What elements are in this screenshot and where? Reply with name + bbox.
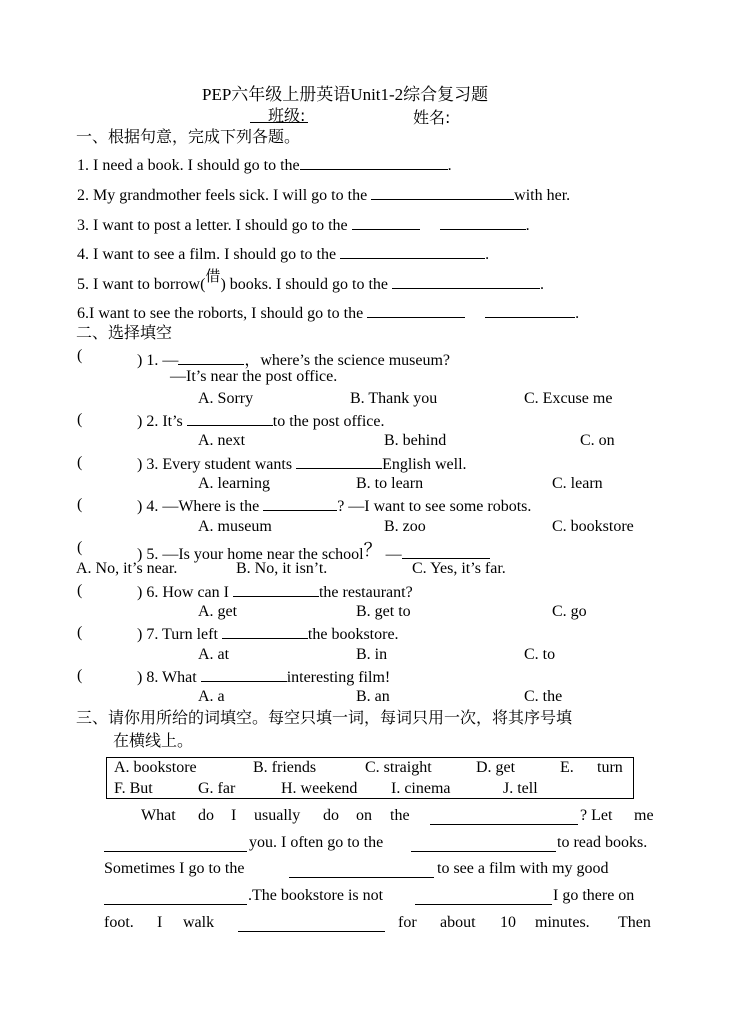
word-bank-item: G. far bbox=[198, 780, 236, 797]
q5-paren-open: ( bbox=[77, 539, 83, 556]
q8-option-b[interactable]: B. an bbox=[356, 688, 390, 705]
q4-num: 4. —Where is the bbox=[146, 498, 260, 515]
q2-option-a[interactable]: A. next bbox=[198, 432, 246, 449]
passage-word: Then bbox=[618, 914, 651, 931]
q8-num: 8. What bbox=[146, 669, 197, 686]
s1-item-5-text-2: ) books. I should go to the bbox=[220, 276, 388, 293]
q8-option-c[interactable]: C. the bbox=[524, 688, 563, 705]
q3-paren-close: ) bbox=[137, 456, 143, 473]
s1-item-6-blank-1[interactable] bbox=[367, 303, 465, 318]
q7-stem bbox=[137, 624, 399, 644]
q1-text: ，where’s the science museum? bbox=[244, 352, 451, 369]
word-bank-item: H. weekend bbox=[281, 780, 358, 797]
q5-paren-close: ) bbox=[137, 546, 143, 563]
word-bank-item: B. friends bbox=[253, 759, 317, 776]
s1-item-3 bbox=[77, 215, 530, 235]
s1-item-5-text: 5. I want to borrow( bbox=[77, 276, 206, 293]
passage-word: minutes. bbox=[535, 914, 590, 931]
q6-stem bbox=[137, 582, 413, 602]
passage-word: foot. bbox=[104, 914, 134, 931]
q1-option-c[interactable]: C. Excuse me bbox=[524, 390, 613, 407]
q7-answer-slot[interactable] bbox=[80, 624, 136, 642]
q3-answer-slot[interactable] bbox=[80, 454, 136, 472]
q8-blank[interactable] bbox=[201, 667, 287, 682]
passage-text: you. I often go to the bbox=[249, 834, 384, 851]
q1-blank[interactable] bbox=[178, 350, 244, 365]
q2-paren-close: ) bbox=[137, 413, 143, 430]
q2-stem bbox=[137, 411, 384, 431]
section3-heading-cont: 在横线上。 bbox=[113, 731, 194, 750]
q6-answer-slot[interactable] bbox=[80, 582, 136, 600]
q4-option-b[interactable]: B. zoo bbox=[384, 518, 426, 535]
s1-item-4-end: . bbox=[485, 246, 490, 263]
q4-answer-slot[interactable] bbox=[80, 496, 136, 514]
passage-word: usually bbox=[254, 807, 301, 824]
q3-num: 3. Every student wants bbox=[146, 456, 293, 473]
q6-option-c[interactable]: C. go bbox=[552, 603, 587, 620]
passage-blank-5[interactable] bbox=[104, 904, 247, 905]
s1-item-3-end: . bbox=[525, 217, 530, 234]
q6-paren-close: ) bbox=[137, 584, 143, 601]
q4-blank[interactable] bbox=[263, 496, 337, 511]
word-bank-item: E. bbox=[560, 759, 574, 776]
passage-word: on bbox=[356, 807, 372, 824]
passage-blank-6[interactable] bbox=[415, 904, 552, 905]
word-bank-item: C. straight bbox=[365, 759, 432, 776]
q3-text: English well. bbox=[382, 456, 467, 473]
passage-text: to see a film with my good bbox=[437, 860, 609, 877]
s1-item-1-blank[interactable] bbox=[300, 155, 448, 170]
q7-paren-close: ) bbox=[137, 626, 143, 643]
q6-paren-open: ( bbox=[77, 582, 83, 599]
q5-question-mark: ？ bbox=[363, 540, 382, 560]
q5-option-c[interactable]: C. Yes, it’s far. bbox=[412, 560, 506, 577]
word-bank-item: A. bookstore bbox=[114, 759, 197, 776]
q2-paren-open: ( bbox=[77, 411, 83, 428]
word-bank bbox=[106, 757, 634, 799]
s1-item-3-text: 3. I want to post a letter. I should go to the bbox=[77, 217, 348, 234]
s1-item-6-text: 6.I want to see the roborts, I should go to the bbox=[77, 305, 364, 322]
q8-paren-open: ( bbox=[77, 667, 83, 684]
class-blank[interactable] bbox=[250, 122, 308, 123]
s1-item-4-text: 4. I want to see a film. I should go to the bbox=[77, 246, 337, 263]
q7-paren-open: ( bbox=[77, 624, 83, 641]
q1-stem bbox=[137, 347, 450, 370]
q7-option-c[interactable]: C. to bbox=[524, 646, 556, 663]
section2-heading: 二、选择填空 bbox=[76, 323, 173, 342]
q8-answer-slot[interactable] bbox=[80, 667, 136, 685]
s1-item-6-blank-2[interactable] bbox=[485, 303, 575, 318]
q3-option-a[interactable]: A. learning bbox=[198, 475, 270, 492]
q4-paren-open: ( bbox=[77, 496, 83, 513]
s1-item-2-text: 2. My grandmother feels sick. I will go to the bbox=[77, 187, 368, 204]
s1-item-3-blank-1[interactable] bbox=[352, 215, 420, 230]
s1-item-5-end: . bbox=[539, 276, 544, 293]
page-title: PEP六年级上册英语Unit1-2综合复习题 bbox=[202, 85, 489, 104]
s1-item-5-blank[interactable] bbox=[392, 274, 540, 289]
section3-heading: 三、请你用所给的词填空。每空只填一词，每词只用一次，将其序号填 bbox=[76, 708, 573, 727]
passage-text: .The bookstore is not bbox=[248, 887, 384, 904]
passage-word: the bbox=[390, 807, 410, 824]
passage-word: I bbox=[157, 914, 163, 931]
passage-word: for bbox=[398, 914, 417, 931]
passage-blank-1[interactable] bbox=[430, 824, 578, 825]
passage-word: do bbox=[198, 807, 214, 824]
passage-text: I go there on bbox=[553, 887, 635, 904]
passage-text: to read books. bbox=[557, 834, 648, 851]
s1-item-5-hint: 借 bbox=[205, 269, 221, 285]
section1-heading: 一、根据句意，完成下列各题。 bbox=[76, 127, 301, 146]
q4-stem bbox=[137, 496, 531, 516]
q6-option-b[interactable]: B. get to bbox=[356, 603, 411, 620]
s1-item-1 bbox=[77, 155, 452, 175]
s1-item-6-end: . bbox=[575, 305, 580, 322]
q1-option-a[interactable]: A. Sorry bbox=[198, 390, 254, 407]
q1-answer-slot[interactable] bbox=[80, 347, 136, 365]
q2-option-c[interactable]: C. on bbox=[580, 432, 615, 449]
word-bank-item: turn bbox=[597, 759, 623, 776]
q5-option-a[interactable]: A. No, it’s near. bbox=[76, 560, 178, 577]
q7-text: the bookstore. bbox=[307, 626, 399, 643]
word-bank-item: D. get bbox=[476, 759, 516, 776]
q4-option-a[interactable]: A. museum bbox=[198, 518, 272, 535]
s1-item-4-blank[interactable] bbox=[340, 244, 485, 259]
s1-item-3-blank-2[interactable] bbox=[440, 215, 526, 230]
passage-word: ? Let bbox=[580, 807, 613, 824]
q8-paren-close: ) bbox=[137, 669, 143, 686]
q3-blank[interactable] bbox=[296, 454, 382, 469]
q7-option-b[interactable]: B. in bbox=[356, 646, 388, 663]
q3-stem bbox=[137, 454, 467, 474]
passage-blank-2[interactable] bbox=[104, 851, 247, 852]
passage-word: do bbox=[323, 807, 339, 824]
q2-option-b[interactable]: B. behind bbox=[384, 432, 447, 449]
s1-item-1-text: 1. I need a book. I should go to the bbox=[77, 157, 300, 174]
q2-text: to the post office. bbox=[272, 413, 385, 430]
passage-word: walk bbox=[183, 914, 215, 931]
q2-answer-slot[interactable] bbox=[80, 411, 136, 429]
passage-blank-7[interactable] bbox=[238, 931, 385, 932]
q5-num: 5. —Is your home near the school bbox=[146, 546, 364, 563]
s1-item-5 bbox=[77, 269, 544, 294]
q6-option-a[interactable]: A. get bbox=[198, 603, 238, 620]
passage-word: 10 bbox=[500, 914, 516, 931]
s1-item-2-end: with her. bbox=[514, 187, 571, 204]
q2-blank[interactable] bbox=[187, 411, 273, 426]
passage-blank-3[interactable] bbox=[411, 851, 556, 852]
passage-word: What bbox=[141, 807, 176, 824]
passage-word: about bbox=[440, 914, 476, 931]
q7-blank[interactable] bbox=[222, 624, 308, 639]
q5-blank[interactable] bbox=[402, 544, 490, 559]
q3-option-c[interactable]: C. learn bbox=[552, 475, 603, 492]
passage-blank-4[interactable] bbox=[289, 877, 434, 878]
s1-item-1-end: . bbox=[447, 157, 452, 174]
word-bank-item: I. cinema bbox=[391, 780, 451, 797]
q6-blank[interactable] bbox=[233, 582, 319, 597]
word-bank-item: F. But bbox=[114, 780, 153, 797]
q8-text: interesting film! bbox=[286, 669, 391, 686]
passage-text: Sometimes I go to the bbox=[104, 860, 245, 877]
q3-option-b[interactable]: B. to learn bbox=[356, 475, 424, 492]
q2-num: 2. It’s bbox=[146, 413, 183, 430]
q4-text: ? —I want to see some robots. bbox=[337, 498, 532, 515]
name-label: 姓名: bbox=[413, 108, 451, 127]
q6-text: the restaurant? bbox=[318, 584, 413, 601]
q8-stem bbox=[137, 667, 390, 687]
q4-option-c[interactable]: C. bookstore bbox=[552, 518, 634, 535]
q6-num: 6. How can I bbox=[146, 584, 229, 601]
passage-word: me bbox=[634, 807, 654, 824]
q7-num: 7. Turn left bbox=[146, 626, 218, 643]
s1-item-2 bbox=[77, 185, 570, 205]
q5-answer-slot[interactable] bbox=[80, 539, 136, 557]
q5-dash: — bbox=[385, 546, 402, 563]
q1-num: 1. — bbox=[146, 352, 179, 369]
q1-reply: —It’s near the post office. bbox=[170, 368, 338, 385]
q4-paren-close: ) bbox=[137, 498, 143, 515]
s1-item-2-blank[interactable] bbox=[371, 185, 514, 200]
q1-paren-close: ) bbox=[137, 352, 143, 369]
q5-option-b[interactable]: B. No, it isn’t. bbox=[236, 560, 328, 577]
q8-option-a[interactable]: A. a bbox=[198, 688, 225, 705]
q7-option-a[interactable]: A. at bbox=[198, 646, 230, 663]
q3-paren-open: ( bbox=[77, 454, 83, 471]
q1-paren-open: ( bbox=[77, 347, 83, 364]
word-bank-item: J. tell bbox=[503, 780, 538, 797]
passage-word: I bbox=[231, 807, 237, 824]
s1-item-4 bbox=[77, 244, 489, 264]
q1-option-b[interactable]: B. Thank you bbox=[350, 390, 438, 407]
class-label: 班级: bbox=[268, 106, 306, 125]
